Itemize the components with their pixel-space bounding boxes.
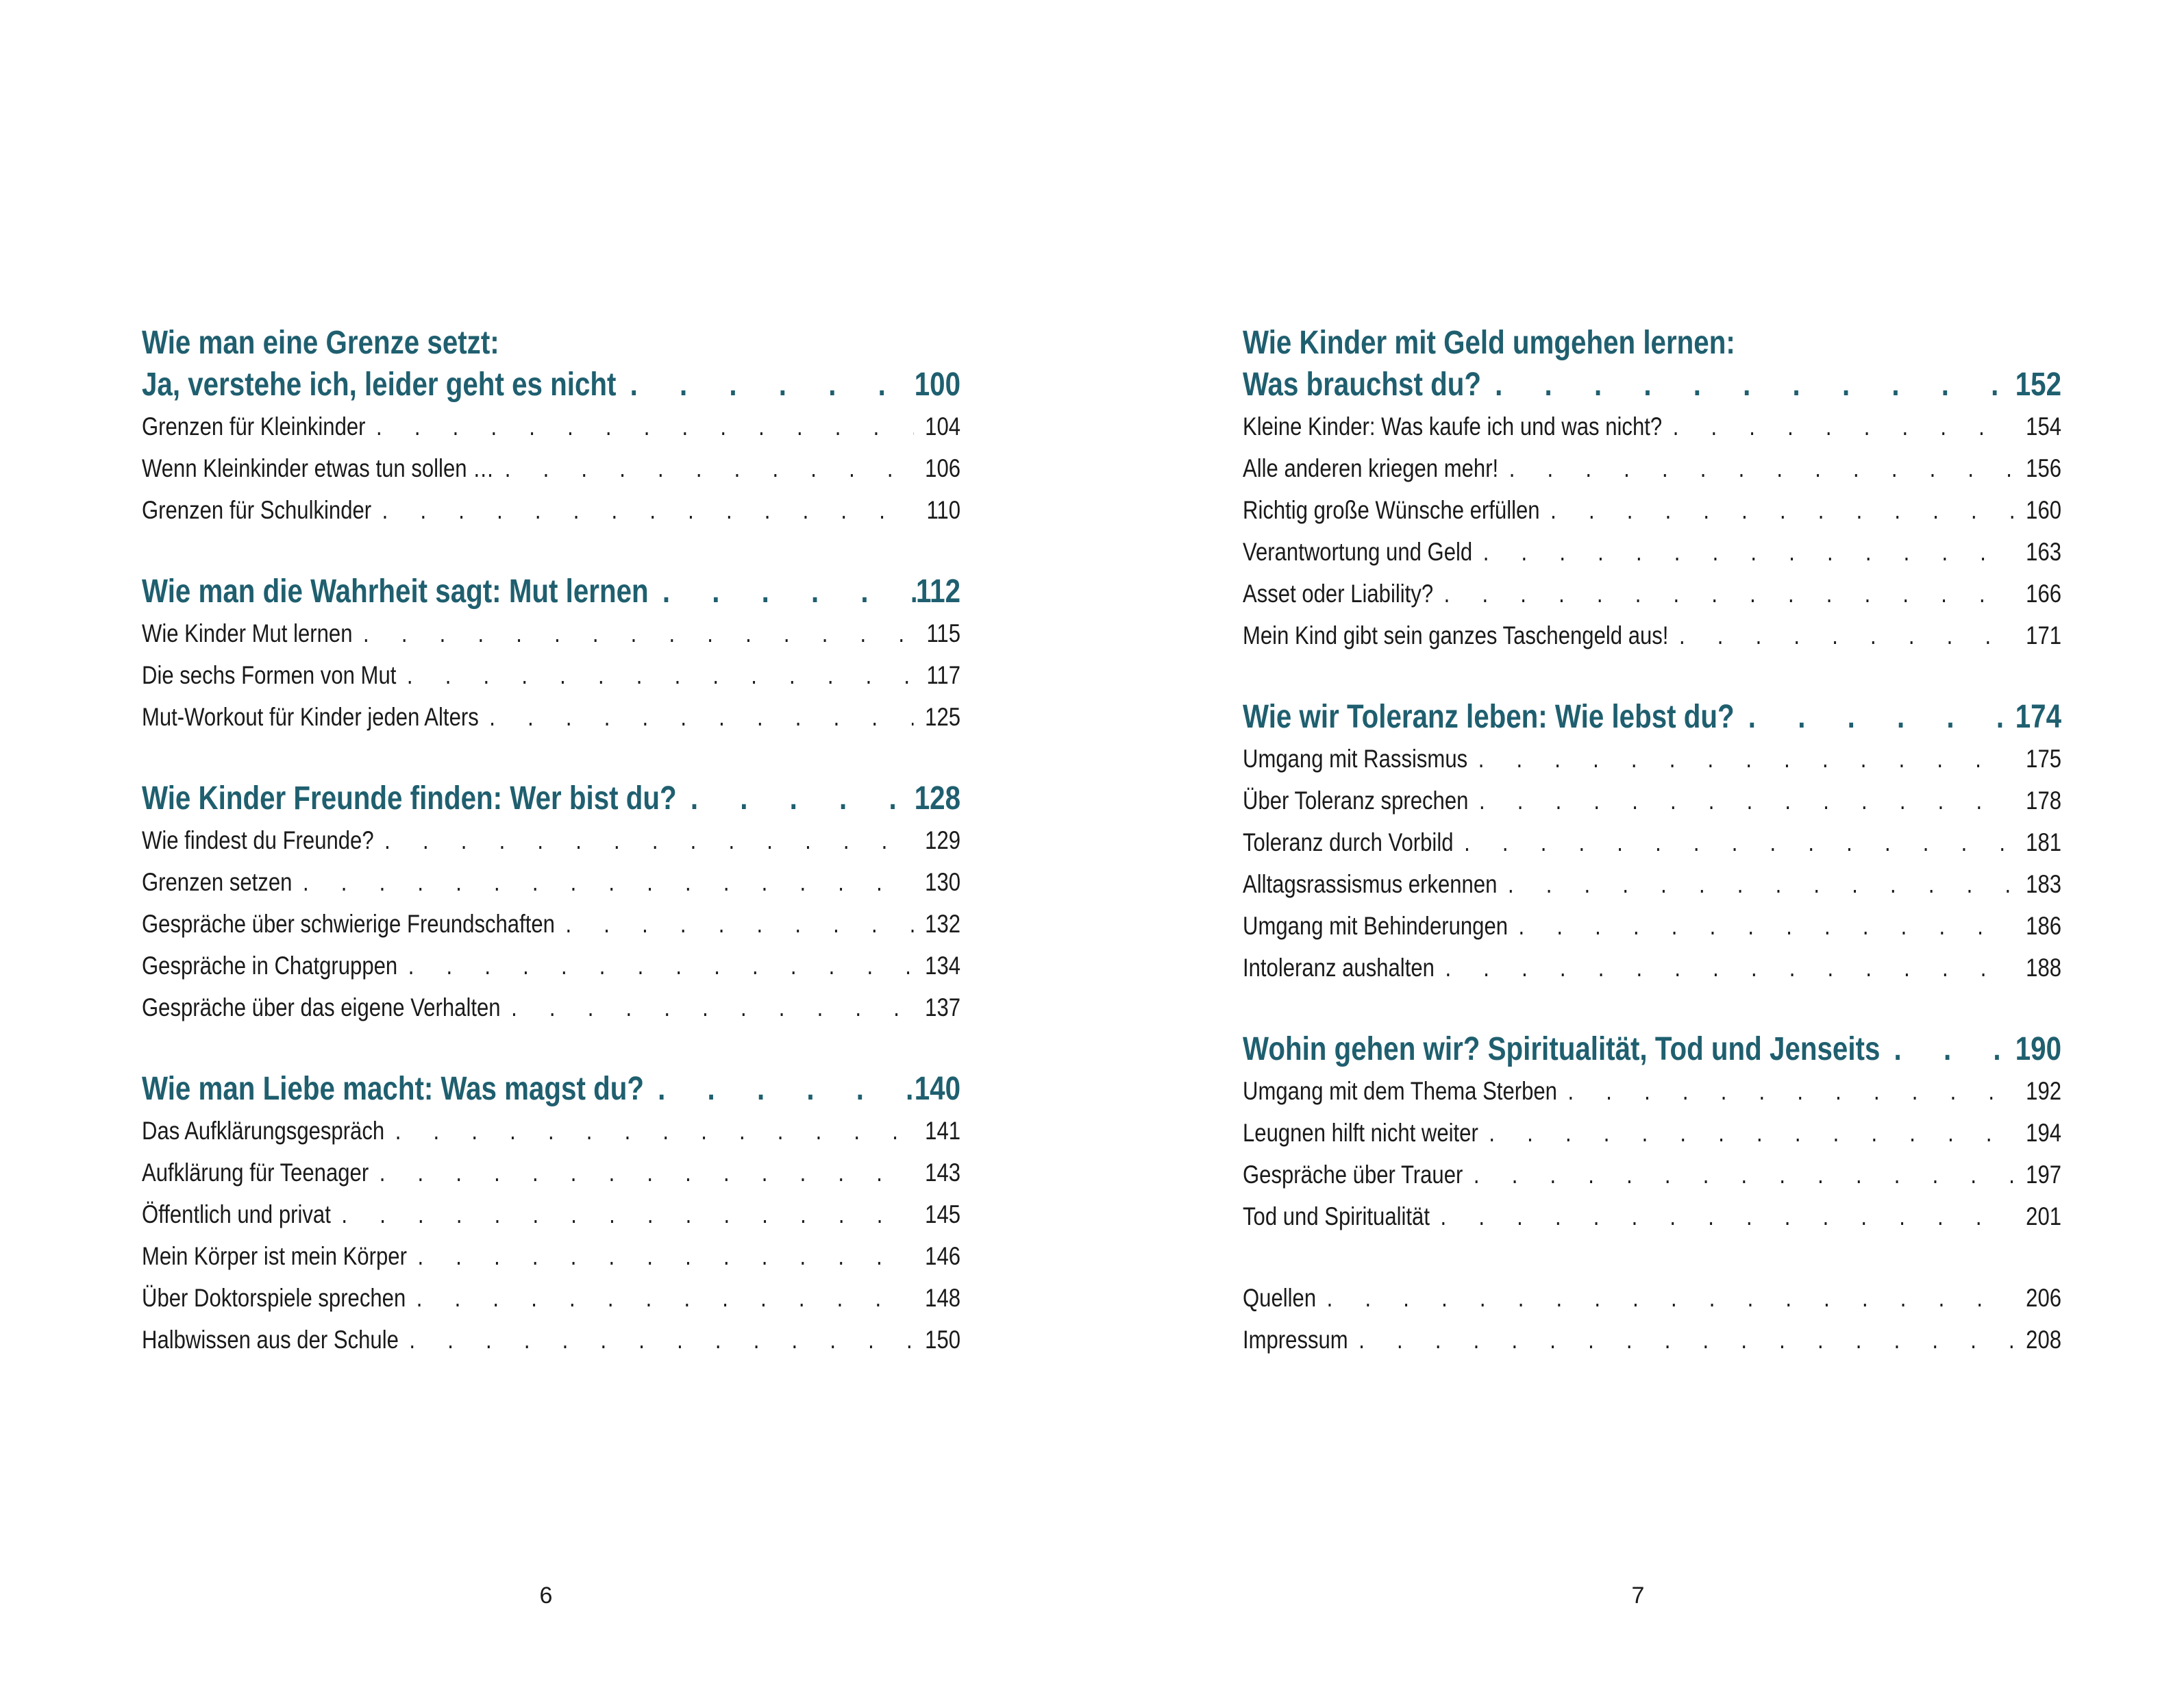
dot-leader [616,364,914,406]
dot-leader [1435,947,2015,989]
toc-entry[interactable] [142,861,960,903]
toc-heading-title: Wie Kinder Freunde finden: Wer bist du? [142,780,677,817]
toc-entry[interactable] [1243,573,2061,615]
toc-entry-page: 117 [926,661,961,689]
toc-entry-label: Gespräche über schwierige Freundschaften [142,910,555,938]
toc-section [142,571,960,738]
toc-entry-page: 115 [926,619,961,647]
toc-entry-label: Tod und Spiritualität [1243,1202,1430,1230]
dot-leader [1557,1070,2015,1112]
toc-heading-title: Wie man die Wahrheit sagt: Mut lernen [142,573,649,610]
toc-entry[interactable] [1243,615,2061,656]
toc-entry-label: Grenzen für Kleinkinder [142,412,366,441]
toc-entry-page: 106 [925,454,961,482]
dot-leader [1433,573,2015,615]
toc-entry[interactable] [1243,1112,2061,1154]
toc-entry[interactable] [142,1152,960,1193]
toc-entry-page: 178 [2026,786,2062,815]
toc-entry-label: Über Toleranz sprechen [1243,786,1469,815]
toc-section [1243,322,2061,656]
toc-entry-label: Halbwissen aus der Schule [142,1326,399,1354]
toc-entry[interactable] [142,1319,960,1361]
toc-entry[interactable] [142,1277,960,1319]
toc-entry[interactable] [1243,1319,2061,1361]
dot-leader [479,696,914,738]
toc-entry-label: Gespräche in Chatgruppen [142,952,398,980]
toc-entry-label: Gespräche über das eigene Verhalten [142,993,501,1021]
dot-leader [406,1277,913,1319]
toc-entry-label: Umgang mit Rassismus [1243,745,1468,773]
toc-entry-label: Gespräche über Trauer [1243,1161,1463,1189]
dot-leader [1735,696,2015,738]
toc-entry-label: Über Doktorspiele sprechen [142,1284,406,1312]
toc-entry-label: Alltagsrassismus erkennen [1243,870,1498,898]
toc-entry[interactable] [1243,1277,2061,1319]
toc-entry-label: Verantwortung und Geld [1243,538,1473,566]
toc-section [142,1068,960,1361]
toc-entry-page: 148 [925,1284,961,1312]
dot-leader [384,1110,913,1152]
toc-entry-page: 129 [925,826,961,854]
toc-entry-page: 145 [925,1200,961,1228]
toc-entry[interactable] [1243,905,2061,947]
toc-entry-label: Öffentlich und privat [142,1200,331,1228]
dot-leader [369,1152,913,1193]
toc-entry[interactable] [1243,821,2061,863]
toc-entry-label: Leugnen hilft nicht weiter [1243,1119,1478,1147]
toc-entry-page: 110 [926,496,961,524]
toc-heading-page: 112 [915,573,961,610]
toc-entry-label: Umgang mit Behinderungen [1243,912,1509,940]
toc-entry[interactable] [142,1235,960,1277]
toc-entry-page: 183 [2026,870,2062,898]
toc-entry[interactable] [1243,531,2061,573]
toc-heading-title: Wie man eine Grenze setzt: [142,325,499,361]
toc-entry-page: 175 [2026,745,2062,773]
dot-leader [1472,531,2014,573]
toc-entry[interactable] [142,654,960,696]
toc-section [1243,1028,2061,1237]
toc-entry-page: 154 [2026,412,2062,441]
toc-heading-title: Wie man Liebe macht: Was magst du? [142,1071,644,1107]
toc-entry-page: 143 [925,1158,961,1187]
dot-leader [1508,905,2015,947]
dot-leader [501,987,914,1028]
toc-entry-label: Alle anderen kriegen mehr! [1243,454,1499,482]
toc-entry-label: Grenzen setzen [142,868,293,896]
toc-heading[interactable] [142,364,960,406]
toc-entry-page: 156 [2026,454,2062,482]
toc-entry[interactable] [1243,1195,2061,1237]
dot-leader [331,1193,914,1235]
toc-heading-title: Wie Kinder mit Geld umgehen lernen: [1243,325,1735,361]
toc-entry-label: Asset oder Liability? [1243,580,1434,608]
dot-leader [1463,1154,2014,1195]
toc-entry[interactable] [142,819,960,861]
toc-entry-label: Aufklärung für Teenager [142,1158,369,1187]
toc-entry-page: 206 [2026,1284,2062,1312]
toc-entry-page: 166 [2026,580,2062,608]
toc-entry-label: Impressum [1243,1326,1348,1354]
dot-leader [1468,780,2014,821]
toc-entry-page: 132 [925,910,961,938]
toc-entry-label: Quellen [1243,1284,1317,1312]
toc-entry-page: 141 [925,1117,961,1145]
toc-section [1243,696,2061,989]
toc-entry-page: 134 [925,952,961,980]
toc-heading[interactable] [142,571,960,612]
dot-leader [396,654,913,696]
toc-entry[interactable] [1243,738,2061,780]
toc-entry-label: Das Aufklärungsgespräch [142,1117,385,1145]
right-page [1092,0,2184,1699]
toc-entry-page: 186 [2026,912,2062,940]
toc-entry-page: 104 [925,412,961,441]
dot-leader [677,778,915,819]
toc-entry-label: Wie findest du Freunde? [142,826,374,854]
toc-entry-page: 201 [2026,1202,2062,1230]
toc-entry[interactable] [1243,947,2061,989]
dot-leader [649,571,916,612]
toc-heading[interactable] [1243,1028,2061,1070]
toc-entry-label: Die sechs Formen von Mut [142,661,397,689]
toc-entry[interactable] [142,696,960,738]
dot-leader [494,447,913,489]
page-number: 7 [1631,1583,1645,1609]
toc-entry[interactable] [1243,489,2061,531]
toc-entry-page: 150 [925,1326,961,1354]
toc-entry-label: Wie Kinder Mut lernen [142,619,353,647]
toc-heading[interactable] [142,778,960,819]
toc-entry-label: Intoleranz aushalten [1243,954,1435,982]
toc-entry-page: 208 [2026,1326,2062,1354]
toc-entry[interactable] [142,447,960,489]
toc-entry[interactable] [142,406,960,447]
toc-section [1243,1277,2061,1361]
toc-entry[interactable] [142,489,960,531]
toc-entry-label: Grenzen für Schulkinder [142,496,372,524]
dot-leader [1316,1277,2015,1319]
toc-heading-title: Was brauchst du? [1243,367,1481,403]
dot-leader [644,1068,915,1110]
toc-entry[interactable] [1243,780,2061,821]
dot-leader [1467,738,2014,780]
toc-entry[interactable] [1243,1070,2061,1112]
toc-entry-page: 146 [925,1242,961,1270]
dot-leader [352,612,913,654]
toc-heading-page: 128 [914,780,961,817]
toc-entry[interactable] [1243,406,2061,447]
toc-entry[interactable] [1243,1154,2061,1195]
toc-heading-page: 174 [2015,699,2062,735]
toc-heading[interactable] [142,1068,960,1110]
dot-leader [374,819,914,861]
dot-leader [397,945,913,987]
toc-entry-page: 194 [2026,1119,2062,1147]
toc-entry[interactable] [142,612,960,654]
toc-entry-label: Kleine Kinder: Was kaufe ich und was nicht? [1243,412,1663,441]
dot-leader [555,903,914,945]
toc-entry-page: 181 [2026,828,2062,856]
table-of-contents [1243,322,2061,1400]
dot-leader [1454,821,2015,863]
toc-entry[interactable] [142,987,960,1028]
toc-entry[interactable] [142,1193,960,1235]
toc-entry[interactable] [1243,447,2061,489]
dot-leader [399,1319,914,1361]
dot-leader [371,489,914,531]
toc-entry-label: Mein Kind gibt sein ganzes Taschengeld aus! [1243,621,1669,649]
toc-section [142,322,960,531]
toc-entry[interactable] [1243,863,2061,905]
toc-heading-line [142,322,960,364]
toc-entry-label: Toleranz durch Vorbild [1243,828,1454,856]
toc-entry-label: Mein Körper ist mein Körper [142,1242,407,1270]
toc-entry-page: 171 [2026,621,2062,649]
toc-heading-page: 152 [2015,367,2062,403]
toc-entry-page: 137 [925,993,961,1021]
toc-heading-title: Wohin gehen wir? Spiritualität, Tod und Jenseits [1243,1031,1881,1067]
dot-leader [292,861,913,903]
toc-entry-label: Umgang mit dem Thema Sterben [1243,1077,1557,1105]
toc-entry-page: 125 [925,703,961,731]
dot-leader [1662,406,2015,447]
dot-leader [366,406,914,447]
dot-leader [1540,489,2015,531]
toc-entry[interactable] [142,903,960,945]
toc-entry-label: Richtig große Wünsche erfüllen [1243,496,1540,524]
dot-leader [1497,863,2014,905]
dot-leader [407,1235,914,1277]
toc-entry-page: 188 [2026,954,2062,982]
toc-heading-page: 100 [914,367,961,403]
dot-leader [1498,447,2014,489]
dot-leader [1430,1195,2015,1237]
toc-entry-page: 130 [925,868,961,896]
table-of-contents [142,322,960,1400]
toc-heading-title: Ja, verstehe ich, leider geht es nicht [142,367,617,403]
toc-heading-page: 190 [2015,1031,2062,1067]
dot-leader [1668,615,2014,656]
dot-leader [1880,1028,2015,1070]
toc-entry[interactable] [142,945,960,987]
toc-entry-page: 192 [2026,1077,2062,1105]
toc-entry-page: 160 [2026,496,2062,524]
toc-section [142,778,960,1028]
toc-entry-label: Wenn Kleinkinder etwas tun sollen … [142,454,495,482]
toc-heading-page: 140 [914,1071,961,1107]
dot-leader [1481,364,2015,406]
toc-entry-page: 197 [2026,1161,2062,1189]
page-number: 6 [539,1583,553,1609]
dot-leader [1478,1112,2015,1154]
toc-heading[interactable] [1243,696,2061,738]
toc-entry[interactable] [142,1110,960,1152]
toc-entry-page: 163 [2026,538,2062,566]
toc-heading[interactable] [1243,364,2061,406]
toc-heading-title: Wie wir Toleranz leben: Wie lebst du? [1243,699,1735,735]
toc-heading-line [1243,322,2061,364]
toc-entry-label: Mut-Workout für Kinder jeden Alters [142,703,479,731]
dot-leader [1348,1319,2015,1361]
